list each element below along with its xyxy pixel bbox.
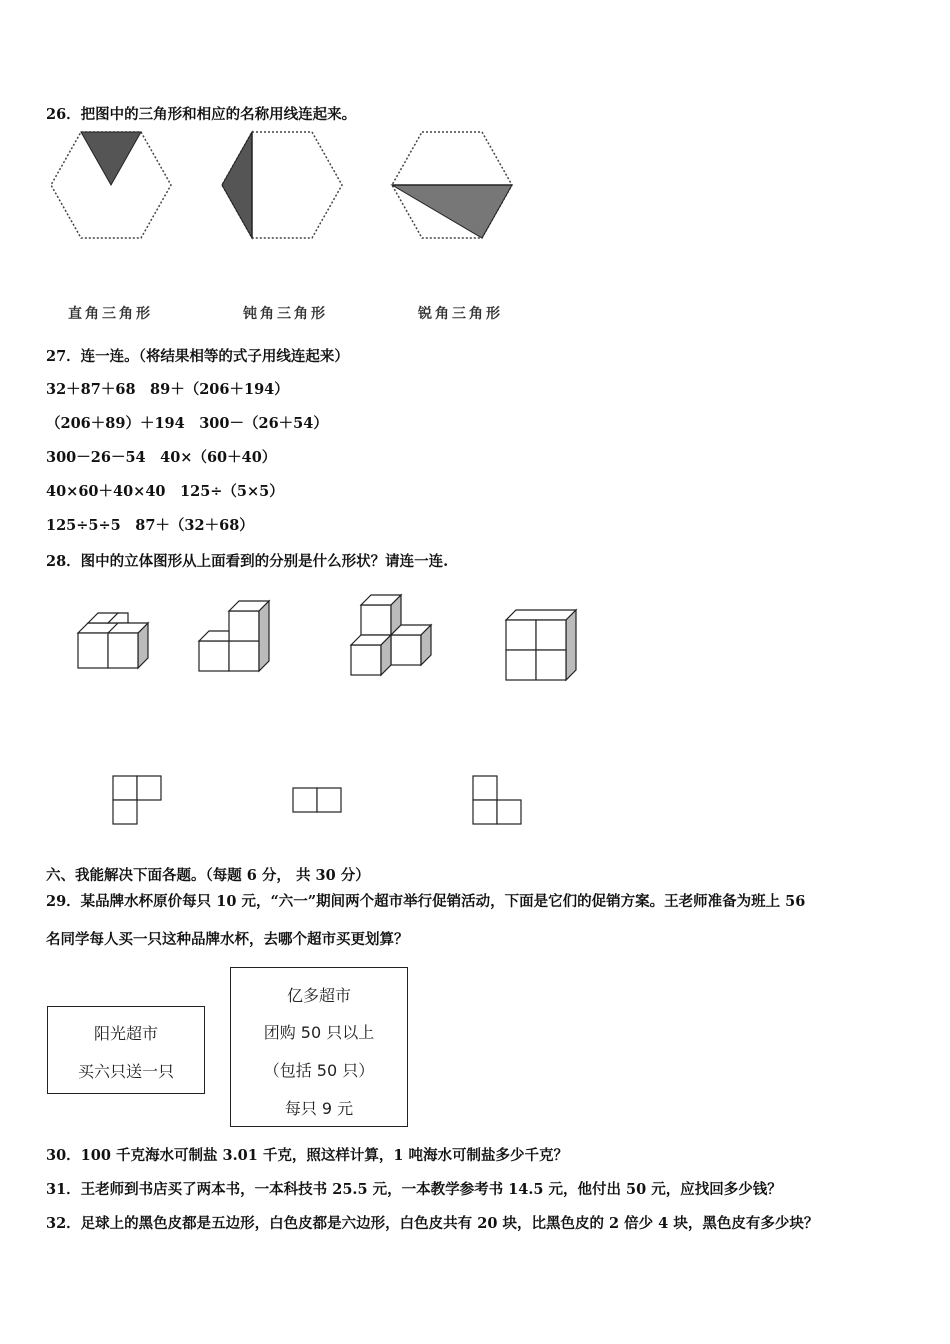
q30-title: 30．100 千克海水可制盐 3.01 千克，照这样计算，1 吨海水可制盐多少千克？ [46, 1147, 569, 1164]
q27-row-2: （206＋89）＋194 300－（26＋54） [46, 415, 328, 432]
q32-title: 32．足球上的黑色皮都是五边形，白色皮都是六边形，白色皮共有 20 块，比黑色皮的 2 倍少 4 块，黑色皮有多少块？ [46, 1215, 819, 1232]
section6-title: 六、我能解决下面各题。（每题 6 分， 共 30 分） [46, 867, 370, 884]
q27-row-3: 300－26－54 40×（60＋40） [46, 449, 277, 466]
solid-2 [199, 601, 269, 671]
q27-row-5: 125÷5÷5 87＋（32＋68） [46, 517, 254, 534]
top-view-3 [473, 776, 521, 824]
q27-row-1: 32＋87＋68 89＋（206＋194） [46, 381, 289, 398]
q29-line-1: 29．某品牌水杯原价每只 10 元，“六一”期间两个超市举行促销活动，下面是它们的促销方案。王老师准备为班上 56 [46, 893, 806, 910]
solid-4 [506, 610, 576, 680]
label-obtuse-triangle: 钝角三角形 [243, 306, 328, 322]
hexagon-1 [51, 132, 171, 238]
store-b-name: 亿多超市 [286, 986, 351, 1005]
store-b-line-2: （包括 50 只） [263, 1061, 375, 1080]
top-view-1 [113, 776, 161, 824]
store-b-line-3: 每只 9 元 [284, 1099, 354, 1118]
q28-title: 28．图中的立体图形从上面看到的分别是什么形状？请连一连. [46, 553, 449, 570]
cube-figures [60, 585, 600, 695]
top-view-figures [100, 770, 540, 830]
label-acute-triangle: 锐角三角形 [418, 306, 503, 322]
solid-3 [351, 595, 431, 675]
hexagon-3 [392, 132, 512, 238]
top-view-2 [293, 788, 341, 812]
hexagon-2 [222, 132, 342, 238]
solid-1 [78, 613, 148, 668]
q27-title: 27．连一连。（将结果相等的式子用线连起来） [46, 348, 349, 365]
q27-row-4: 40×60＋40×40 125÷（5×5） [46, 483, 284, 500]
store-b-line-1: 团购 50 只以上 [263, 1023, 375, 1042]
hexagon-figures [46, 128, 526, 243]
store-b-box [230, 967, 408, 1127]
q31-title: 31．王老师到书店买了两本书，一本科技书 25.5 元，一本教学参考书 14.5 元，他付出 50 元，应找回多少钱？ [46, 1181, 782, 1198]
q26-title: 26．把图中的三角形和相应的名称用线连起来。 [46, 106, 357, 123]
store-a-name: 阳光超市 [93, 1024, 158, 1043]
store-a-offer: 买六只送一只 [77, 1062, 174, 1081]
q29-line-2: 名同学每人买一只这种品牌水杯，去哪个超市买更划算？ [46, 931, 409, 948]
label-right-triangle: 直角三角形 [68, 306, 153, 322]
store-a-box [47, 1006, 205, 1094]
